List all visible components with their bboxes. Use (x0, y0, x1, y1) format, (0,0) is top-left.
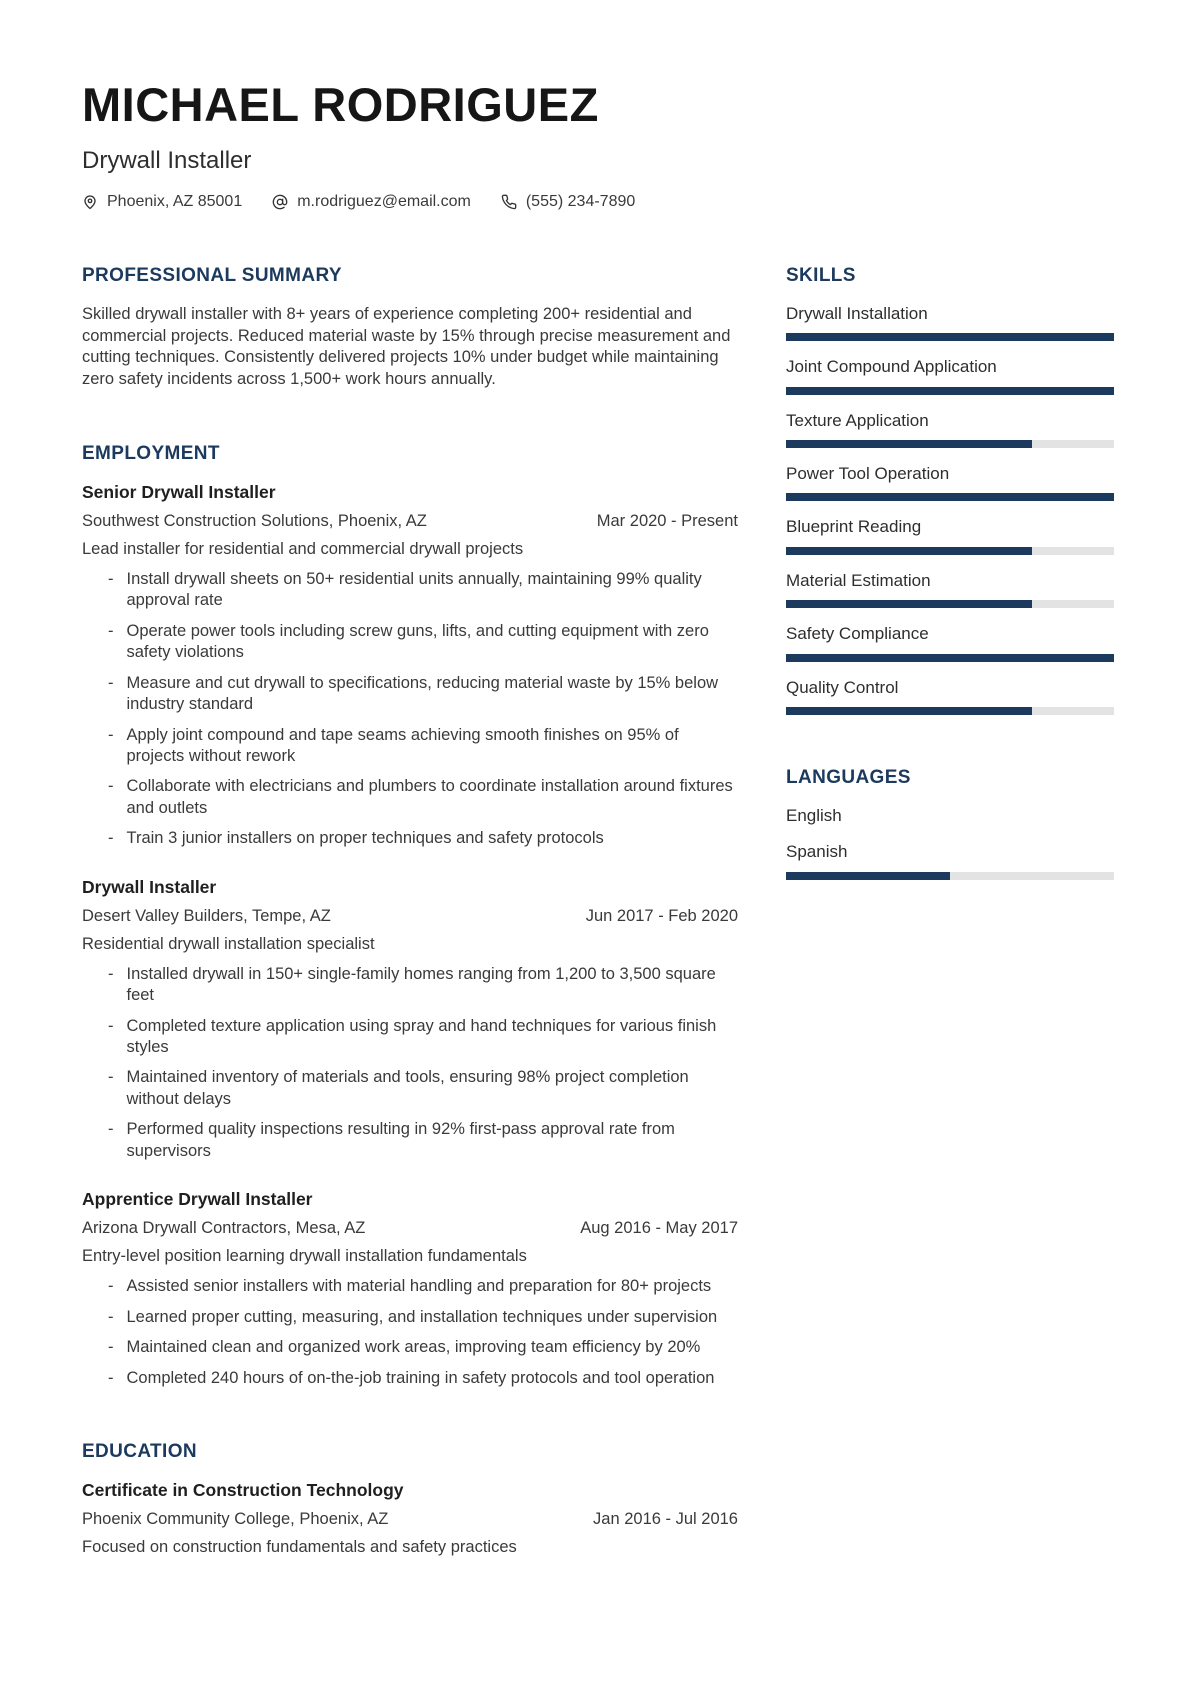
job-description: Entry-level position learning drywall installation fundamentals (82, 1247, 527, 1266)
skill-bar (786, 333, 1114, 341)
job-bullet (82, 1307, 738, 1328)
bullet-dash: - (108, 621, 114, 640)
skill-item (786, 411, 1114, 448)
job-bullet-text: Completed 240 hours of on-the-job training in safety protocols and tool operation (126, 1368, 715, 1387)
job-bullet (82, 776, 738, 819)
contact-email (272, 193, 471, 211)
skill-bar (786, 493, 1114, 501)
job-meta-row (82, 1219, 738, 1238)
at-sign-icon (272, 194, 288, 210)
skill-bar-fill (786, 547, 1032, 555)
education-dates: Jan 2016 - Jul 2016 (593, 1509, 738, 1528)
job-bullet-text: Installed drywall in 150+ single-family homes ranging from 1,200 to 3,500 square feet (126, 964, 716, 1005)
skill-bar (786, 654, 1114, 662)
skill-bar-fill (786, 654, 1114, 662)
contact-phone-text: (555) 234-7890 (525, 192, 636, 210)
job-bullet-text: Install drywall sheets on 50+ residential units annually, maintaining 99% quality approval rate (126, 569, 702, 610)
right-column (786, 265, 1114, 1567)
job-bullet-list (82, 569, 738, 850)
job-bullet (82, 1337, 738, 1358)
job-bullet (82, 1276, 738, 1297)
job-entry (82, 877, 738, 1163)
job-bullet-text: Operate power tools including screw guns, lifts, and cutting equipment with zero safety violations (126, 621, 709, 662)
job-bullet (82, 673, 738, 716)
job-bullet (82, 621, 738, 664)
bullet-dash: - (108, 725, 114, 744)
job-bullet-text: Measure and cut drywall to specifications, reducing material waste by 15% below industry standard (126, 673, 719, 714)
bullet-dash: - (108, 1277, 114, 1296)
job-bullet-text: Performed quality inspections resulting in 92% first-pass approval rate from supervisors (126, 1120, 675, 1160)
job-bullet (82, 1016, 738, 1059)
bullet-dash: - (108, 569, 114, 588)
contact-location-text: Phoenix, AZ 85001 (107, 192, 243, 210)
bullet-dash: - (108, 777, 114, 796)
education-description: Focused on construction fundamentals and safety practices (82, 1537, 517, 1556)
skill-bar-fill (786, 493, 1114, 501)
job-meta-row (82, 512, 738, 531)
bullet-dash: - (108, 1338, 114, 1357)
job-bullet-list (82, 1276, 738, 1389)
skill-item (786, 678, 1114, 715)
job-bullet (82, 964, 738, 1007)
skill-bar-fill (786, 600, 1032, 608)
education-section (82, 1441, 738, 1557)
skill-bar (786, 707, 1114, 715)
job-title: Senior Drywall Installer (82, 481, 276, 502)
phone-icon (501, 194, 517, 210)
skill-label: Safety Compliance (786, 624, 929, 644)
skill-item (786, 571, 1114, 608)
skill-label: Blueprint Reading (786, 517, 922, 537)
job-entry (82, 482, 738, 850)
summary-section (82, 265, 738, 391)
bullet-dash: - (108, 1120, 114, 1139)
employment-section (82, 443, 738, 1389)
job-company: Southwest Construction Solutions, Phoenix, AZ (82, 511, 427, 530)
bullet-dash: - (108, 1307, 114, 1326)
skill-bar (786, 547, 1114, 555)
bullet-dash: - (108, 964, 114, 983)
content-columns (82, 265, 1114, 1567)
skill-bar-fill (786, 440, 1032, 448)
job-bullet (82, 828, 738, 849)
language-bar-fill (786, 872, 950, 880)
language-item (786, 842, 1114, 879)
contact-location (82, 193, 242, 211)
skill-bar (786, 600, 1114, 608)
bullet-dash: - (108, 1016, 114, 1035)
job-title: Apprentice Drywall Installer (82, 1189, 313, 1210)
job-dates: Mar 2020 - Present (596, 511, 738, 530)
skills-section (786, 265, 1114, 715)
job-description: Residential drywall installation specialist (82, 934, 375, 953)
languages-heading: LANGUAGES (786, 766, 911, 788)
job-bullet (82, 1368, 738, 1389)
skill-item (786, 517, 1114, 554)
job-title-header: Drywall Installer (82, 147, 252, 175)
job-bullet (82, 725, 738, 768)
language-label: English (786, 805, 842, 825)
skill-bar (786, 440, 1114, 448)
job-description: Lead installer for residential and commercial drywall projects (82, 539, 524, 558)
skill-item (786, 304, 1114, 341)
job-bullet-text: Assisted senior installers with material handling and preparation for 80+ projects (126, 1277, 712, 1296)
job-dates: Jun 2017 - Feb 2020 (585, 906, 738, 925)
bullet-dash: - (108, 1068, 114, 1087)
education-degree: Certificate in Construction Technology (82, 1479, 404, 1500)
job-bullet-text: Maintained clean and organized work areas, improving team efficiency by 20% (126, 1338, 701, 1357)
skill-label: Texture Application (786, 410, 929, 430)
left-column (82, 265, 738, 1567)
skill-item (786, 464, 1114, 501)
employment-heading: EMPLOYMENT (82, 442, 220, 464)
contact-row (82, 193, 1114, 211)
summary-text: Skilled drywall installer with 8+ years of experience completing 200+ residential and commercial projects. Reduced material waste by 15% through precise measurement and cutting techniques. Consistently delivered projects 10% under budget while maintaining zero safety incidents across 1,500+ work hours annually. (82, 304, 731, 389)
skill-label: Power Tool Operation (786, 464, 950, 484)
job-dates: Aug 2016 - May 2017 (580, 1219, 738, 1238)
education-school: Phoenix Community College, Phoenix, AZ (82, 1509, 389, 1528)
job-bullet-text: Collaborate with electricians and plumbers to coordinate installation around fixtures and outlets (126, 777, 733, 817)
languages-section (786, 767, 1114, 880)
skill-bar (786, 387, 1114, 395)
skill-label: Joint Compound Application (786, 357, 997, 377)
summary-heading: PROFESSIONAL SUMMARY (82, 264, 342, 286)
job-bullet (82, 569, 738, 612)
skills-heading: SKILLS (786, 264, 856, 286)
job-bullet-text: Train 3 junior installers on proper techniques and safety protocols (126, 829, 604, 848)
skill-bar-fill (786, 333, 1114, 341)
skill-bar-fill (786, 707, 1032, 715)
job-bullet (82, 1119, 738, 1162)
skill-label: Quality Control (786, 677, 899, 697)
skill-item (786, 357, 1114, 394)
job-title: Drywall Installer (82, 876, 217, 897)
job-bullet (82, 1067, 738, 1110)
job-bullet-text: Completed texture application using spray and hand techniques for various finish styles (126, 1016, 717, 1057)
language-item (786, 806, 1114, 826)
job-bullet-list (82, 964, 738, 1163)
education-heading: EDUCATION (82, 1440, 197, 1462)
resume-header (82, 78, 1114, 211)
skill-item (786, 624, 1114, 661)
job-bullet-text: Learned proper cutting, measuring, and installation techniques under supervision (126, 1307, 718, 1326)
contact-email-text: m.rodriguez@email.com (297, 192, 471, 210)
job-entry (82, 1189, 738, 1389)
education-meta-row (82, 1510, 738, 1529)
job-bullet-text: Maintained inventory of materials and tools, ensuring 98% project completion without delays (126, 1068, 689, 1108)
location-pin-icon (82, 194, 98, 210)
language-bar (786, 872, 1114, 880)
bullet-dash: - (108, 1368, 114, 1387)
skill-bar-fill (786, 387, 1114, 395)
skill-label: Drywall Installation (786, 303, 928, 323)
contact-phone (501, 193, 635, 211)
job-meta-row (82, 907, 738, 926)
job-bullet-text: Apply joint compound and tape seams achieving smooth finishes on 95% of projects without rework (126, 725, 679, 765)
language-label: Spanish (786, 842, 848, 862)
bullet-dash: - (108, 829, 114, 848)
job-company: Desert Valley Builders, Tempe, AZ (82, 906, 331, 925)
skill-label: Material Estimation (786, 570, 931, 590)
person-name: MICHAEL RODRIGUEZ (82, 78, 599, 131)
bullet-dash: - (108, 673, 114, 692)
job-company: Arizona Drywall Contractors, Mesa, AZ (82, 1219, 366, 1238)
